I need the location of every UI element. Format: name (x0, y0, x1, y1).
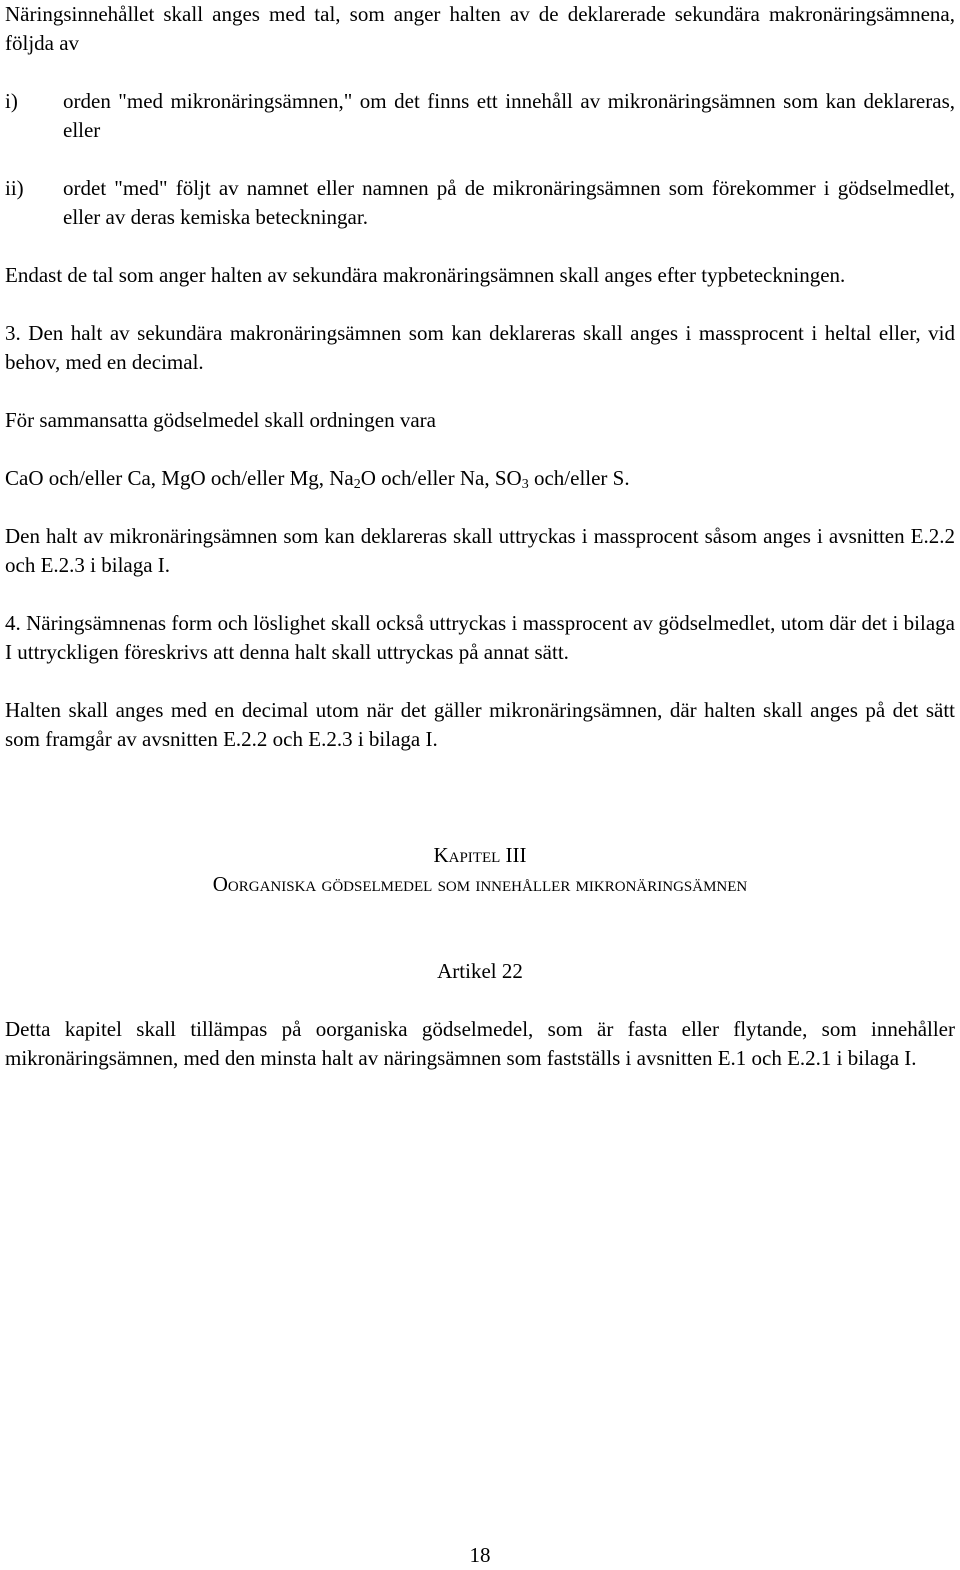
formula-part: CaO och/eller Ca, MgO och/eller Mg, Na (5, 466, 354, 490)
list-item (5, 87, 955, 145)
paragraph-sammansatta: För sammansatta gödselmedel skall ordningen vara (5, 408, 436, 432)
article-paragraph: Detta kapitel skall tillämpas på oorganiska gödselmedel, som är fasta eller flytande, som innehåller mikronäringsämnen, med den minsta halt av näringsämnen som fastställs i avsnitten E.1 och E.2.1 i bilaga I. (5, 1017, 955, 1070)
list-item-text: orden "med mikronäringsämnen," om det finns ett innehåll av mikronäringsämnen som kan deklareras, eller (63, 89, 955, 142)
document-page (5, 0, 955, 1073)
list-item-label: ii) (5, 176, 24, 200)
list-item-label: i) (5, 89, 18, 113)
chapter-label: Kapitel III (433, 843, 527, 867)
formula-part: och/eller S. (528, 466, 630, 490)
chapter-title: Oorganiska gödselmedel som innehåller mikronäringsämnen (212, 872, 748, 896)
paragraph-mikronaring: Den halt av mikronäringsämnen som kan deklareras skall uttryckas i massprocent såsom anges i avsnitten E.2.2 och E.2.3 i bilaga I. (5, 524, 955, 577)
paragraph-section-4: 4. Näringsämnenas form och löslighet skall också uttryckas i massprocent av gödselmedlet, utom där det i bilaga I uttryckligen föreskrivs att denna halt skall uttryckas på annat sätt. (5, 611, 955, 664)
paragraph-endast: Endast de tal som anger halten av sekundära makronäringsämnen skall anges efter typbeteckningen. (5, 263, 846, 287)
formula-subscript: 3 (521, 477, 529, 492)
list-item-text: ordet "med" följt av namnet eller namnen på de mikronäringsämnen som förekommer i gödselmedlet, eller av deras kemiska beteckningar. (63, 176, 955, 229)
intro-paragraph: Näringsinnehållet skall anges med tal, som anger halten av de deklarerade sekundära makronäringsämnena, följda av (5, 2, 955, 55)
paragraph-section-3: 3. Den halt av sekundära makronäringsämnen som kan deklareras skall anges i massprocent i heltal eller, vid behov, med en decimal. (5, 321, 955, 374)
page-number: 18 (469, 1543, 491, 1567)
paragraph-halten: Halten skall anges med en decimal utom när det gäller mikronäringsämnen, där halten skall anges på det sätt som framgår av avsnitten E.2.2 och E.2.3 i bilaga I. (5, 698, 955, 751)
list-item (5, 174, 955, 232)
formula-subscript: 2 (353, 477, 361, 492)
formula-line (5, 464, 955, 493)
article-heading: Artikel 22 (437, 959, 523, 983)
formula-part: O och/eller Na, SO (360, 466, 522, 490)
